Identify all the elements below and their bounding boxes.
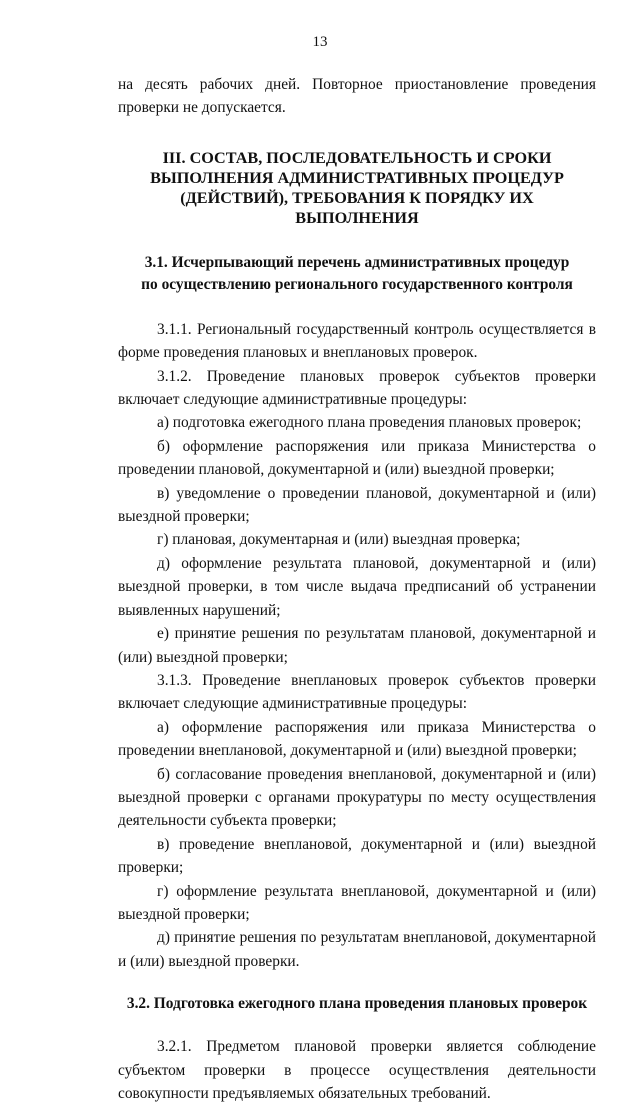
section-heading — [118, 148, 596, 228]
list-item-e: е) принятие решения по результатам плановой, документарной и (или) выездной проверки; — [118, 625, 596, 666]
subsection-heading-line: 3.1. Исчерпывающий перечень административных процедур — [144, 253, 570, 271]
subsection-2-body — [118, 1035, 596, 1105]
list-item-b: б) согласование проведения внеплановой, документарной и (или) выездной проверки с органами прокуратуры по месту осуществления деятельности субъекта проверки; — [118, 765, 596, 830]
subsection-1-body — [118, 318, 596, 973]
page-content — [118, 73, 596, 1105]
subsection-heading-line: по осуществлению регионального государственного контроля — [141, 275, 573, 293]
intro-paragraph: на десять рабочих дней. Повторное приостановление проведения проверки не допускается. — [118, 76, 596, 117]
list-item-v: в) уведомление о проведении плановой, документарной и (или) выездной проверки; — [118, 484, 596, 526]
list-item-a: а) оформление распоряжения или приказа Министерства о проведении внеплановой, документарной и (или) выездной проверки; — [118, 718, 596, 760]
list-item-b: б) оформление распоряжения или приказа Министерства о проведении плановой, документарной и (или) выездной проверки; — [118, 437, 596, 479]
list-item-d: д) оформление результата плановой, документарной и (или) выездной проверки, в том числе выдача предписаний об устранении выявленных нарушений; — [118, 554, 596, 619]
section-heading-line: ВЫПОЛНЕНИЯ АДМИНИСТРАТИВНЫХ ПРОЦЕДУР — [150, 168, 564, 187]
list-item-g: г) оформление результата внеплановой, документарной и (или) выездной проверки; — [118, 882, 596, 923]
section-heading-line: (ДЕЙСТВИЙ), ТРЕБОВАНИЯ К ПОРЯДКУ ИХ ВЫПОЛНЕНИЯ — [180, 188, 534, 227]
paragraph-3-1-3: 3.1.3. Проведение внеплановых проверок субъектов проверки включает следующие административные процедуры: — [118, 671, 596, 713]
page-number: 13 — [312, 34, 328, 50]
list-item-a: а) подготовка ежегодного плана проведения плановых проверок; — [157, 414, 582, 432]
paragraph-3-1-1: 3.1.1. Региональный государственный контроль осуществляется в форме проведения плановых и внеплановых проверок. — [118, 320, 596, 362]
list-item-g: г) плановая, документарная и (или) выездная проверка; — [157, 531, 521, 549]
subsection-2-heading: 3.2. Подготовка ежегодного плана проведения плановых проверок — [126, 995, 588, 1013]
paragraph-3-2-1: 3.2.1. Предметом плановой проверки является соблюдение субъектом проверки в процессе осуществления деятельности совокупности предъявляемых обязательных требований. — [118, 1038, 596, 1102]
section-heading-line: III. СОСТАВ, ПОСЛЕДОВАТЕЛЬНОСТЬ И СРОКИ — [162, 148, 552, 167]
subsection-1-heading — [118, 252, 596, 296]
list-item-d: д) принятие решения по результатам внеплановой, документарной и (или) выездной проверки. — [118, 929, 596, 970]
list-item-v: в) проведение внеплановой, документарной и (или) выездной проверки; — [118, 835, 596, 877]
paragraph-3-1-2: 3.1.2. Проведение плановых проверок субъектов проверки включает следующие административные процедуры: — [118, 367, 596, 409]
